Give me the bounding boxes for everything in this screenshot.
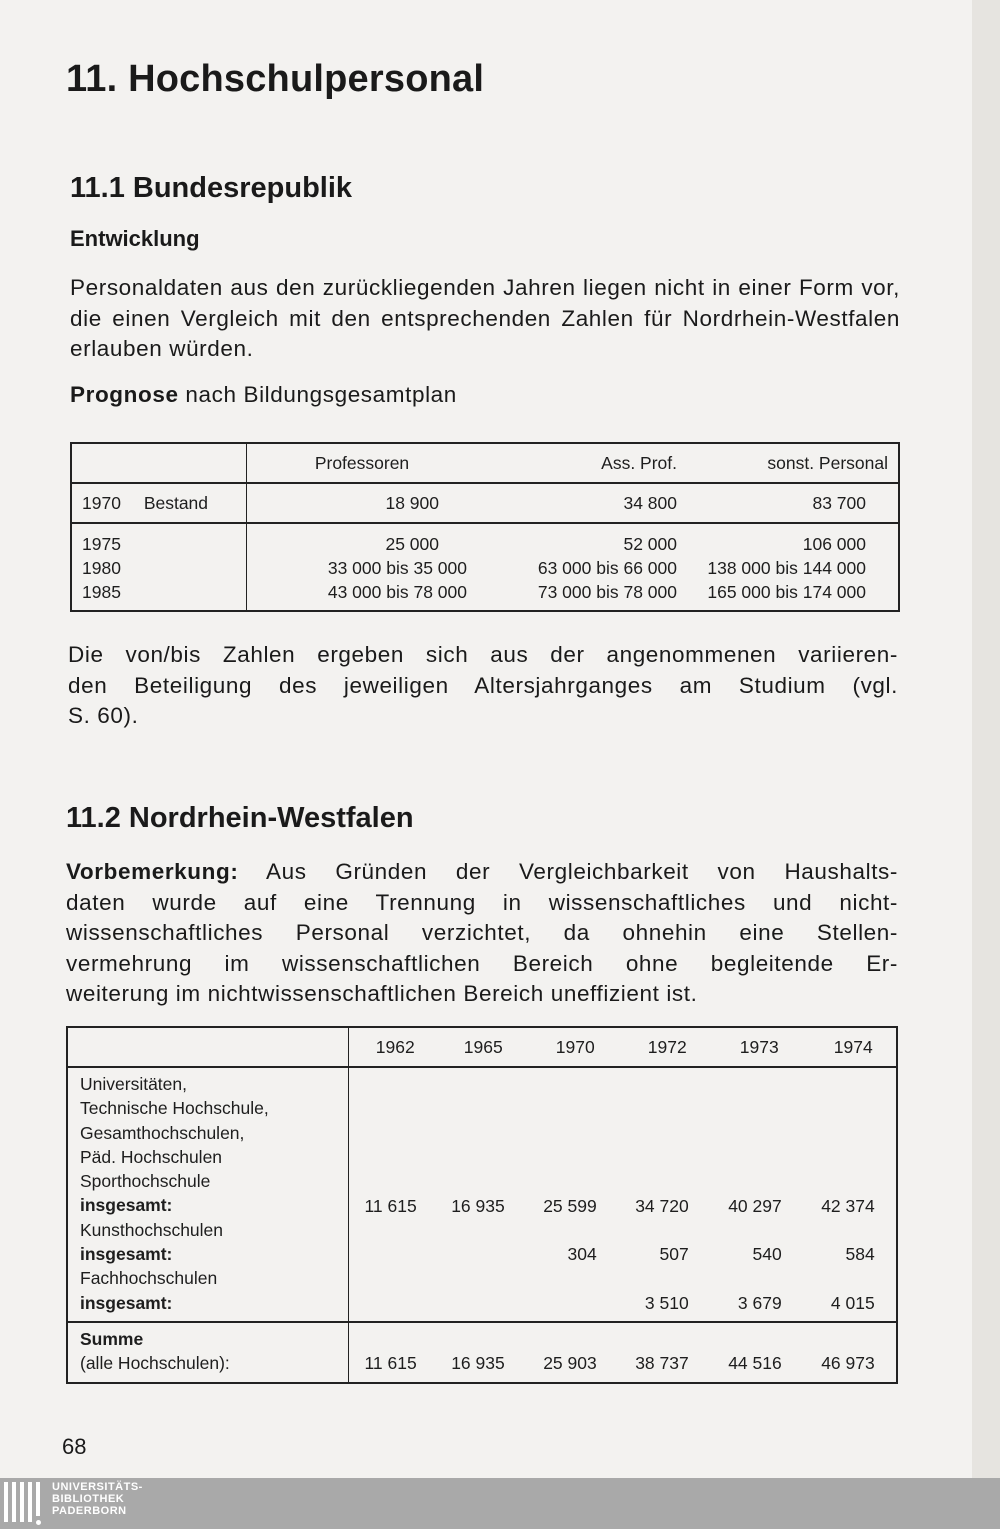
professoren-cell bbox=[247, 523, 478, 611]
row-kunsthochschulen bbox=[349, 1242, 896, 1266]
empty-header-cell bbox=[71, 443, 247, 483]
fach-1972: 3 510 bbox=[644, 1292, 689, 1313]
library-line-1: UNIVERSITÄTS- bbox=[52, 1481, 143, 1493]
ass-prof-cell bbox=[477, 523, 687, 611]
vorbemerkung-line-3: wissenschaftliches Personal verzichtet, da ohnehin eine Stellen- bbox=[66, 920, 898, 945]
cell-1970-sonst: 83 700 bbox=[687, 483, 899, 523]
sonst-1985: 165 000 bis 174 000 bbox=[707, 582, 866, 602]
summe-1962: 11 615 bbox=[364, 1353, 417, 1374]
summe-1965: 16 935 bbox=[451, 1353, 505, 1374]
year-1985: 1985 bbox=[82, 582, 121, 602]
ass-1980: 63 000 bis 66 000 bbox=[537, 558, 677, 578]
year-1975: 1975 bbox=[82, 534, 121, 554]
year-1970: 1970 bbox=[82, 492, 121, 513]
label-insgesamt-fach: insgesamt: bbox=[80, 1292, 173, 1313]
uni-1974: 42 374 bbox=[821, 1195, 875, 1216]
label-kunsthochschulen: Kunsthochschulen bbox=[80, 1219, 224, 1240]
year-1962: 1962 bbox=[375, 1037, 415, 1057]
year-headers bbox=[349, 1028, 896, 1066]
prof-1980: 33 000 bis 35 000 bbox=[327, 558, 467, 578]
sum-row bbox=[67, 1322, 897, 1383]
year-header-cell bbox=[348, 1027, 897, 1067]
vorbemerkung-line-2: daten wurde auf eine Trennung in wissenschaftliches und nicht- bbox=[66, 889, 898, 915]
kunst-1973: 540 bbox=[752, 1244, 782, 1265]
header-sonst-personal: sonst. Personal bbox=[687, 443, 899, 483]
table-row bbox=[71, 523, 899, 611]
label-technische-hochschule: Technische Hochschule, bbox=[80, 1098, 269, 1119]
library-line-2: BIBLIOTHEK bbox=[52, 1493, 125, 1505]
year-1972: 1972 bbox=[647, 1037, 687, 1057]
summe-1972: 38 737 bbox=[635, 1353, 689, 1374]
ass-1975: 52 000 bbox=[623, 534, 677, 554]
prognose-table bbox=[70, 442, 900, 612]
header-professoren: Professoren bbox=[247, 443, 478, 483]
label-sporthochschule: Sporthochschule bbox=[80, 1171, 211, 1192]
label-insgesamt-uni: insgesamt: bbox=[80, 1195, 173, 1216]
page-number: 68 bbox=[62, 1434, 87, 1459]
prognose-source: nach Bildungsgesamtplan bbox=[178, 382, 457, 407]
subheading-entwicklung: Entwicklung bbox=[70, 226, 200, 251]
prognose-label: Prognose bbox=[70, 382, 179, 407]
row-universitaeten bbox=[349, 1194, 896, 1218]
year-1973: 1973 bbox=[739, 1037, 779, 1057]
fach-1973: 3 679 bbox=[737, 1292, 782, 1313]
library-line-3: PADERBORN bbox=[52, 1505, 127, 1517]
summe-label: Summe bbox=[80, 1328, 144, 1349]
cell-1970-ass-prof: 34 800 bbox=[477, 483, 687, 523]
prof-1985: 43 000 bis 78 000 bbox=[327, 582, 467, 602]
table-row bbox=[67, 1067, 897, 1322]
vorbemerkung bbox=[66, 857, 898, 1010]
row-fachhochschulen bbox=[349, 1291, 896, 1315]
library-footer bbox=[0, 1478, 1000, 1529]
sonst-1975: 106 000 bbox=[802, 534, 866, 554]
library-name bbox=[52, 1481, 143, 1517]
cell-1970-professoren: 18 900 bbox=[247, 483, 478, 523]
chapter-title: 11. Hochschulpersonal bbox=[66, 58, 485, 100]
table-header-row bbox=[67, 1027, 897, 1067]
sum-values-cell bbox=[348, 1322, 897, 1383]
summe-1973: 44 516 bbox=[728, 1353, 782, 1374]
label-insgesamt-kunst: insgesamt: bbox=[80, 1244, 173, 1265]
vorbemerkung-text-1: Aus Gründen der Vergleichbarkeit von Haushalts- bbox=[238, 859, 898, 884]
note-line-2: den Beteiligung des jeweiligen Altersjahrganges am Studium (vgl. bbox=[68, 672, 898, 698]
uni-1970: 25 599 bbox=[543, 1195, 597, 1216]
label-fachhochschulen: Fachhochschulen bbox=[80, 1268, 218, 1289]
sonst-1980: 138 000 bis 144 000 bbox=[707, 558, 866, 578]
prognose-line bbox=[70, 382, 457, 408]
summe-sub-label: (alle Hochschulen): bbox=[80, 1353, 230, 1374]
category-labels bbox=[67, 1067, 348, 1322]
vorbemerkung-label: Vorbemerkung: bbox=[66, 859, 239, 884]
year-1980: 1980 bbox=[82, 558, 121, 578]
label-paed-hochschulen: Päd. Hochschulen bbox=[80, 1146, 223, 1167]
row-summe bbox=[349, 1351, 896, 1375]
uni-1972: 34 720 bbox=[635, 1195, 689, 1216]
prof-1975: 25 000 bbox=[385, 534, 439, 554]
note-line-3: S. 60). bbox=[68, 703, 139, 728]
year-1965: 1965 bbox=[463, 1037, 503, 1057]
uni-1973: 40 297 bbox=[728, 1195, 782, 1216]
ass-1985: 73 000 bis 78 000 bbox=[537, 582, 677, 602]
years-cell bbox=[71, 523, 247, 611]
year-1974: 1974 bbox=[833, 1037, 873, 1057]
note-line-1: Die von/bis Zahlen ergeben sich aus der angenommenen variieren- bbox=[68, 642, 898, 667]
nrw-personnel-table bbox=[66, 1026, 898, 1384]
sum-label-cell bbox=[67, 1322, 348, 1383]
library-logo-icon bbox=[4, 1482, 44, 1526]
page-edge bbox=[972, 0, 1000, 1478]
von-bis-note bbox=[68, 640, 898, 732]
vorbemerkung-line-4: vermehrung im wissenschaftlichen Bereich ohne begleitende Er- bbox=[66, 950, 898, 976]
sonst-cell bbox=[687, 523, 899, 611]
row-label-1970 bbox=[71, 483, 247, 523]
header-ass-prof: Ass. Prof. bbox=[477, 443, 687, 483]
kunst-1970: 304 bbox=[567, 1244, 597, 1265]
vorbemerkung-line-1 bbox=[66, 857, 898, 888]
uni-1965: 16 935 bbox=[451, 1195, 505, 1216]
vorbemerkung-line-5: weiterung im nichtwissenschaftlichen Bereich uneffizient ist. bbox=[66, 981, 698, 1006]
bestand-label: Bestand bbox=[143, 492, 209, 513]
entwicklung-paragraph: Personaldaten aus den zurückliegenden Jahren liegen nicht in einer Form vor, die einen Vergleich mit den entsprechenden Zahlen für Nordrhein-Westfalen erlauben würden. bbox=[70, 275, 900, 361]
values-cell bbox=[348, 1067, 897, 1322]
summe-1970: 25 903 bbox=[543, 1353, 597, 1374]
table-header-row bbox=[71, 443, 899, 483]
label-gesamthochschulen: Gesamthochschulen, bbox=[80, 1122, 245, 1143]
table-row bbox=[71, 483, 899, 523]
kunst-1974: 584 bbox=[845, 1244, 875, 1265]
uni-1962: 11 615 bbox=[364, 1195, 417, 1216]
empty-header-cell bbox=[67, 1027, 348, 1067]
section-title-bundesrepublik: 11.1 Bundesrepublik bbox=[70, 172, 353, 204]
label-universitaeten: Universitäten, bbox=[80, 1074, 187, 1094]
kunst-1972: 507 bbox=[659, 1244, 689, 1265]
fach-1974: 4 015 bbox=[830, 1292, 875, 1313]
section-title-nrw: 11.2 Nordrhein-Westfalen bbox=[66, 802, 414, 834]
summe-1974: 46 973 bbox=[821, 1353, 875, 1374]
year-1970: 1970 bbox=[555, 1037, 595, 1057]
